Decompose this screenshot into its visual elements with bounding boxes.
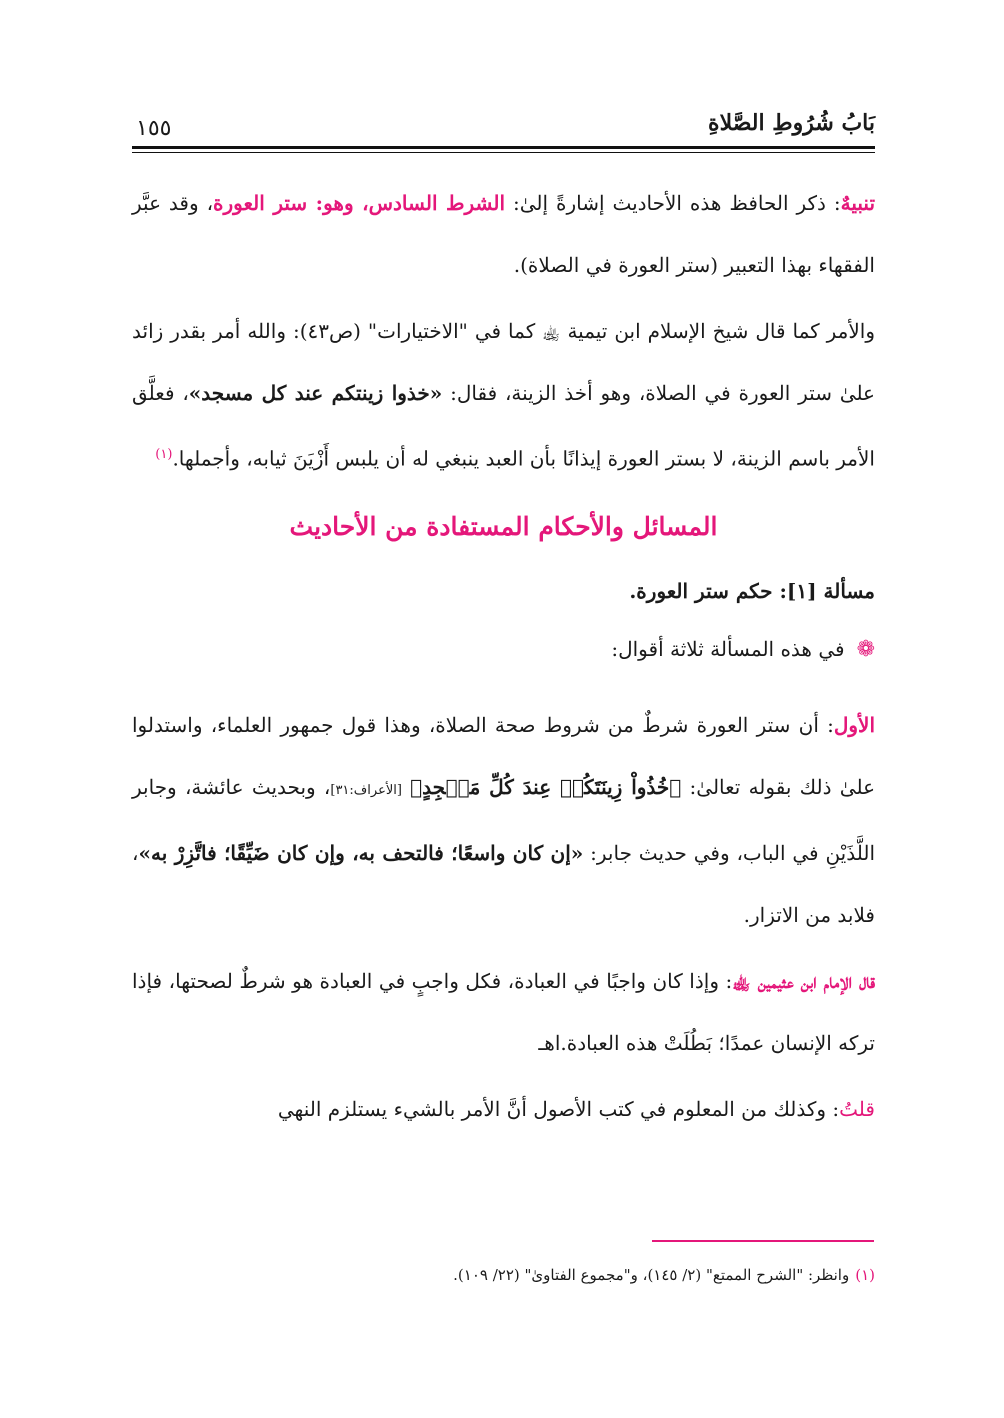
note-highlight: الشرط السادس، وهو: ستر العورة (213, 191, 506, 215)
chapter-title: بَابُ شُرُوطِ الصَّلاةِ (708, 110, 875, 136)
bullet-text: في هذه المسألة ثلاثة أقوال: (611, 636, 845, 661)
p2-text-1: والأمر كما قال شيخ الإسلام ابن تيمية ﵀ كما في "الاختيارات" (ص٤٣): والله أمر بقدر زائد علىٰ ستر العورة في الصلاة، وهو أخذ الزينة، فقال: (132, 319, 875, 405)
p3-text-1: : أن ستر العورة شرطٌ من شروط صحة الصلاة، وهذا قول جمهور العلماء، واستدلوا علىٰ ذلك بقوله تعالىٰ: (132, 712, 875, 799)
author-label: قلتُ (839, 1096, 875, 1121)
first-opinion-paragraph (132, 694, 875, 946)
footnote (132, 1262, 875, 1288)
ibn-uthaymin-paragraph (132, 950, 875, 1074)
note-paragraph (132, 172, 875, 296)
footnote-number: (١) (855, 1266, 875, 1284)
flower-ornament-icon: ❁ (856, 636, 875, 662)
quran-verse: ﴿خُذُواْ زِينَتَكُمۡ عِندَ كُلِّ مَسۡجِدٍ﴾ (410, 774, 682, 799)
p4-text: : وإذا كان واجبًا في العبادة، فكل واجبٍ في العبادة هو شرطٌ لصحتها، فإذا تركه الإنسان عمدًا؛ بَطُلَتْ هذه العبادة.اهـ (132, 968, 875, 1055)
ibn-taymiyya-paragraph (132, 300, 875, 490)
ibn-uthaymin-label: قال الإمام ابن عثيمين ﵀ (732, 968, 875, 993)
author-paragraph (132, 1078, 875, 1140)
bullet-line (132, 627, 875, 672)
p5-text: : وكذلك من المعلوم في كتب الأصول أنَّ الأمر بالشيء يستلزم النهي (277, 1096, 840, 1121)
page-number: ١٥٥ (136, 116, 172, 141)
first-opinion-label: الأول (833, 712, 875, 737)
verse-reference: [الأعراف:٣١] (330, 782, 402, 798)
note-text-1: : ذكر الحافظ هذه الأحاديث إشارةً إلىٰ: (505, 191, 841, 215)
header-rule-thick (132, 146, 875, 149)
p2-text-2: ، فعلَّق الأمر باسم الزينة، لا بستر العورة إيذانًا بأن العبد ينبغي له أن يلبس أَزْيَنَ ثيابه، وأجملها. (132, 381, 875, 471)
note-text-2: ، وقد عبَّر الفقهاء بهذا التعبير (ستر العورة في الصلاة). (132, 191, 875, 277)
footnote-reference: (١) (155, 447, 173, 462)
header-rule-thin (132, 152, 875, 153)
page-body (132, 172, 875, 1140)
section-title: المسائل والأحكام المستفادة من الأحاديث (289, 511, 718, 541)
page-header (132, 106, 875, 146)
p3-text-2: ، وبحديث عائشة، وجابر اللَّذَيْنِ في الباب، وفي حديث جابر: (132, 774, 876, 865)
footnote-rule (652, 1240, 874, 1242)
p3-text-3: ، فلابد من الاتزار. (132, 840, 875, 927)
p2-quote: «خذوا زينتكم عند كل مسجد» (188, 381, 443, 405)
hadith-quote: «إن كان واسعًا؛ فالتحف به، وإن كان ضَيِّقًا؛ فاتَّزِرْ به» (138, 840, 584, 865)
footnote-text: وانظر: "الشرح الممتع" (٢/ ١٤٥)، و"مجموع الفتاوىٰ" (٢٢/ ١٠٩). (453, 1266, 850, 1284)
note-label: تنبيهٌ (840, 191, 876, 215)
issue-heading: مسألة [١]: حكم ستر العورة. (629, 578, 875, 603)
